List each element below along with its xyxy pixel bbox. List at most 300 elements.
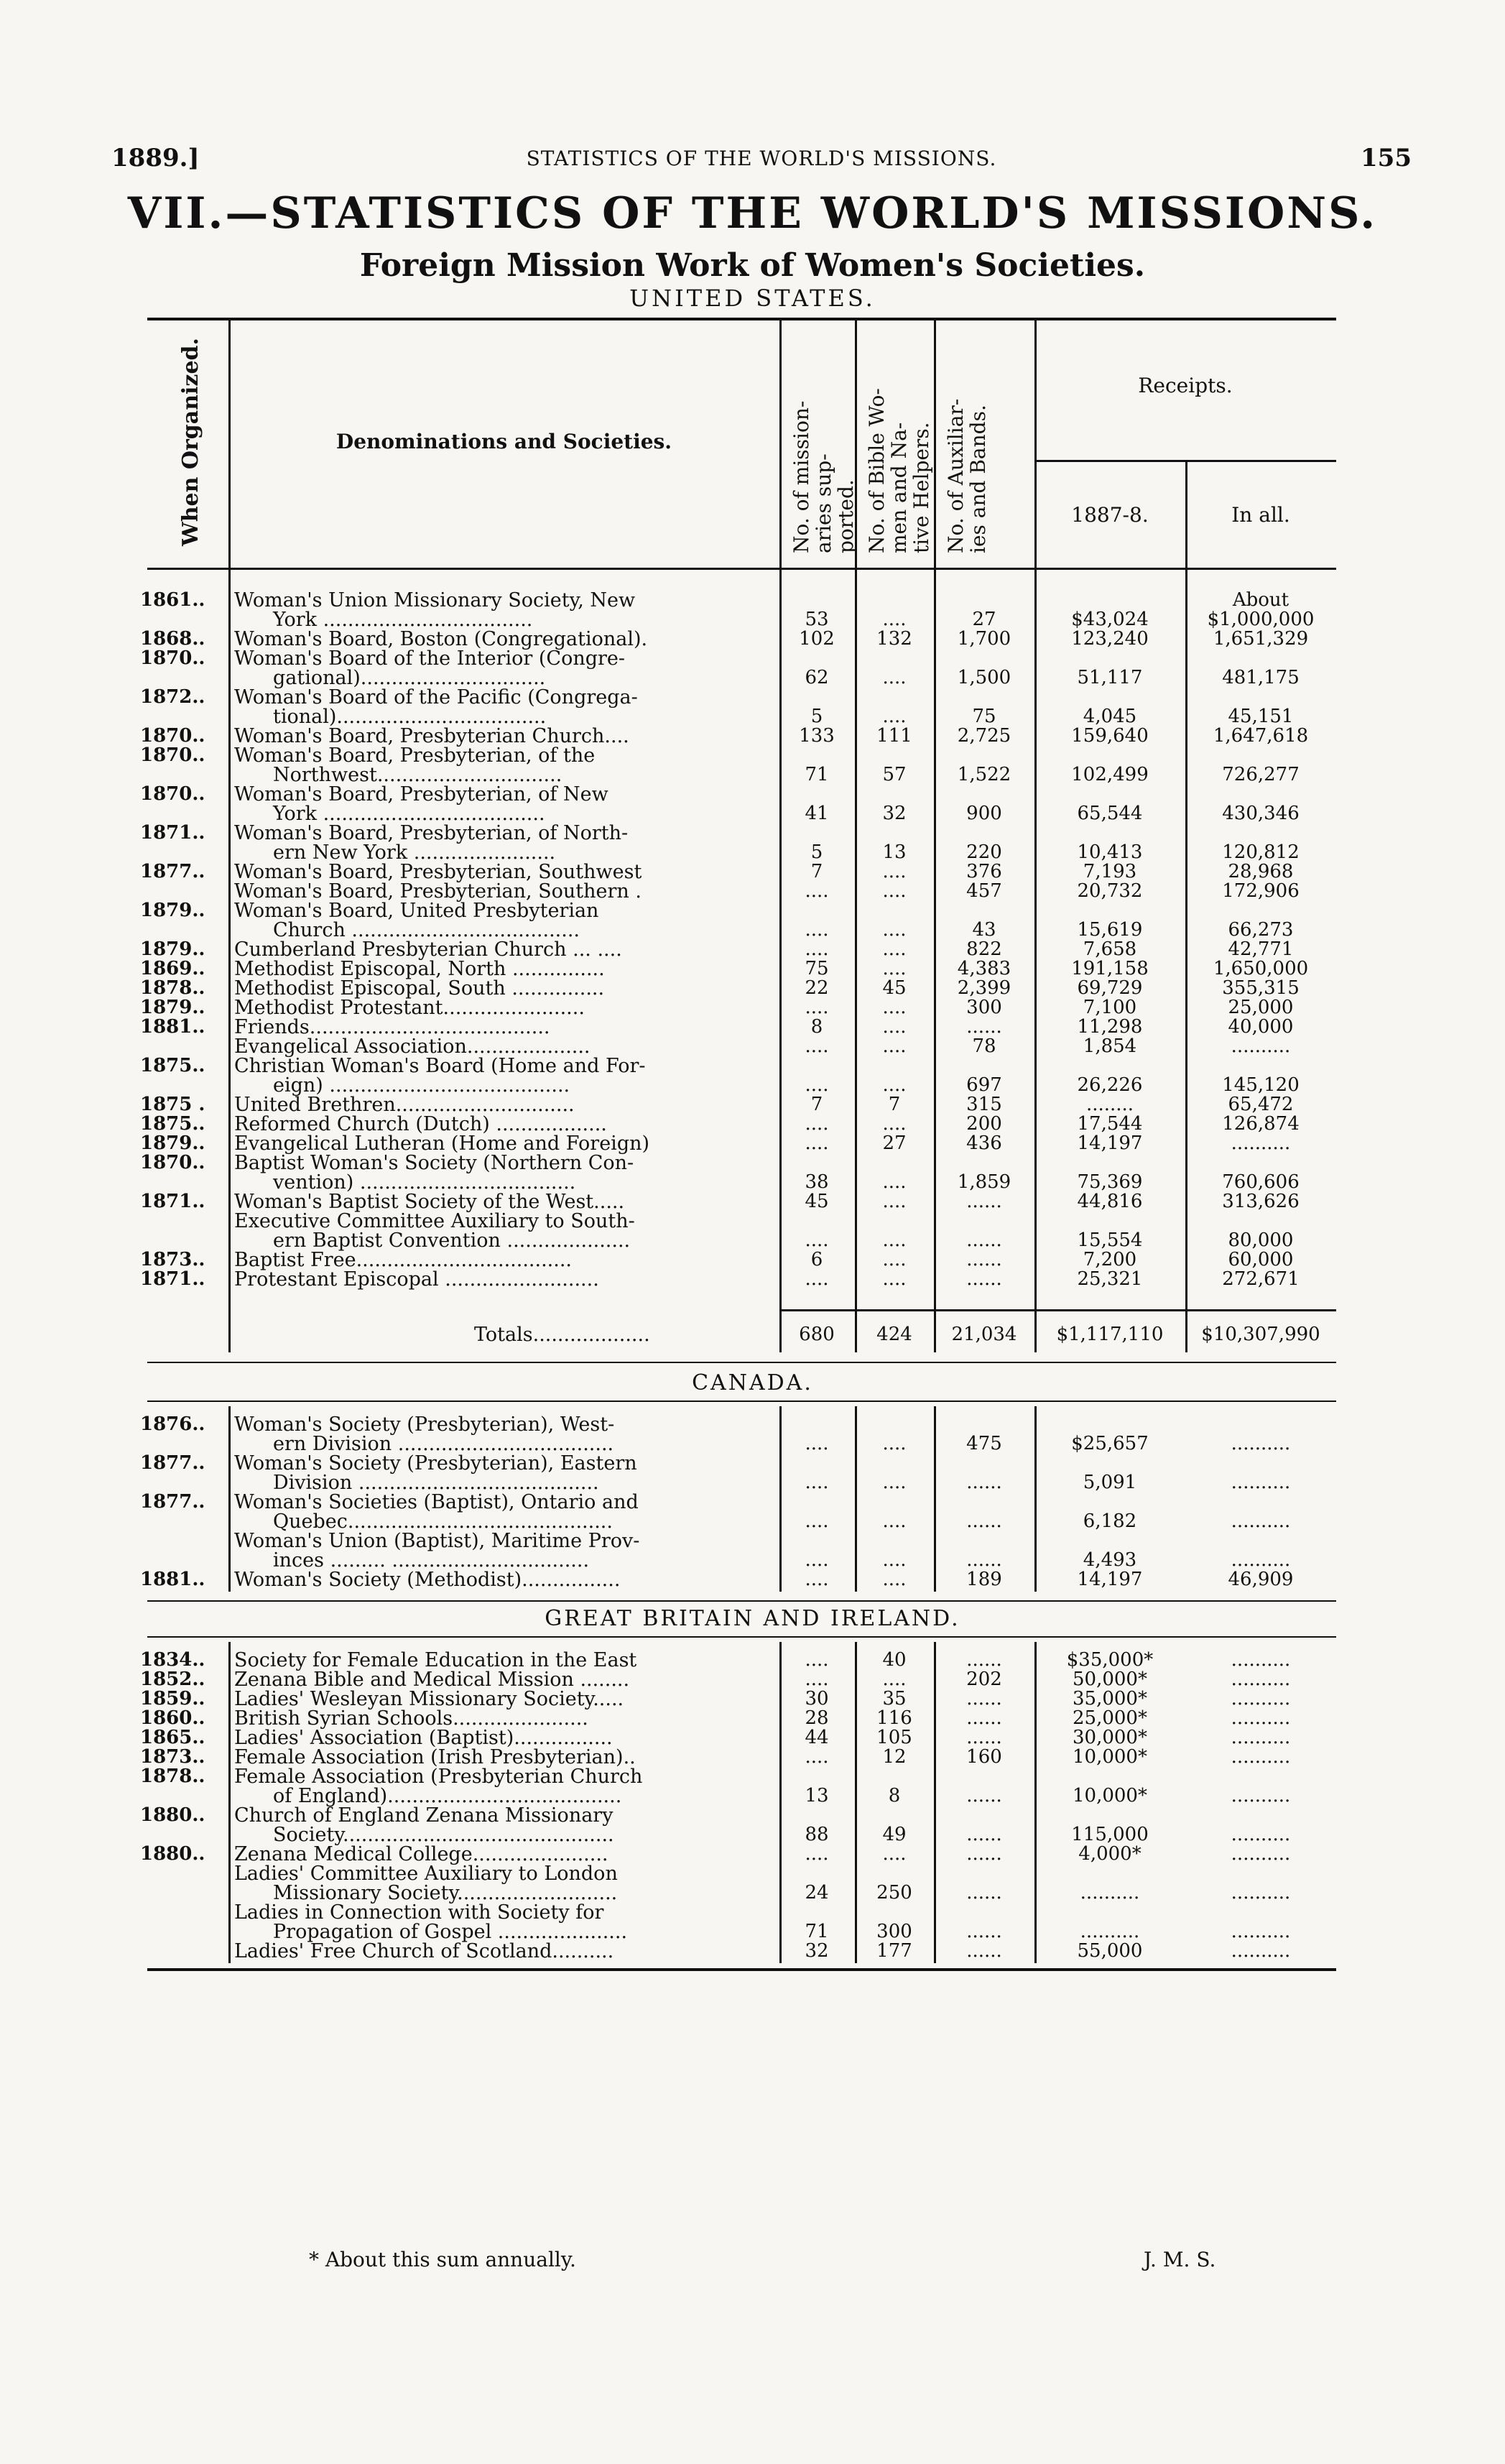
row-receipts-1887: 11,298: [1077, 1016, 1143, 1038]
row-missionaries: ....: [805, 1433, 829, 1454]
header-auxiliaries-line: ies and Bands.: [966, 405, 990, 553]
row-auxiliaries: 300: [966, 997, 1002, 1018]
row-name: Woman's Board, United Presbyterian: [234, 900, 599, 922]
row-bible-women: ....: [882, 958, 907, 979]
section-canada: CANADA.: [692, 1370, 813, 1395]
row-bible-women: 7: [888, 1094, 901, 1115]
row-name: ern Baptist Convention ....................: [273, 1229, 631, 1252]
row-name: Ladies' Association (Baptist)................: [234, 1727, 613, 1749]
row-name: Ladies' Committee Auxiliary to London: [234, 1863, 618, 1885]
row-year: 1860..: [140, 1707, 205, 1729]
row-missionaries: 75: [805, 958, 829, 979]
row-year: 1875..: [140, 1113, 205, 1135]
row-bible-women: ....: [882, 1035, 907, 1057]
row-name: Evangelical Lutheran (Home and Foreign): [234, 1132, 650, 1155]
row-missionaries: 44: [805, 1727, 829, 1748]
column-divider: [779, 1406, 782, 1592]
row-name: York ..................................: [273, 609, 533, 631]
row-receipts-all: ..........: [1231, 1035, 1291, 1057]
row-auxiliaries: 1,500: [957, 667, 1011, 688]
row-receipts-1887: 25,321: [1077, 1268, 1143, 1290]
row-name: Cumberland Presbyterian Church ... ....: [234, 938, 622, 961]
row-year: 1870..: [140, 647, 205, 669]
totals-rule: [779, 1309, 1336, 1311]
section-united-states: UNITED STATES.: [629, 285, 876, 312]
row-name: Woman's Society (Methodist)................: [234, 1569, 621, 1591]
section-rule: [147, 1401, 1336, 1402]
row-name: Church of England Zenana Missionary: [234, 1804, 613, 1827]
row-bible-women: ....: [882, 706, 907, 727]
row-missionaries: ....: [805, 1843, 829, 1865]
row-receipts-1887: 4,000*: [1078, 1843, 1142, 1865]
row-auxiliaries: 189: [966, 1569, 1002, 1590]
row-name: Executive Committee Auxiliary to South-: [234, 1210, 635, 1232]
row-receipts-1887: 15,554: [1077, 1229, 1143, 1251]
row-bible-women: ....: [882, 1074, 907, 1096]
column-divider: [934, 1406, 936, 1592]
row-missionaries: ....: [805, 1074, 829, 1096]
row-bible-women: 12: [882, 1746, 907, 1768]
row-receipts-1887: 26,226: [1077, 1074, 1143, 1096]
row-year: 1877..: [140, 861, 205, 882]
row-year: 1869..: [140, 958, 205, 979]
row-bible-women: 300: [876, 1921, 912, 1942]
row-receipts-all: 25,000: [1228, 997, 1294, 1018]
row-receipts-1887: 20,732: [1077, 880, 1143, 902]
row-name: Woman's Board, Presbyterian, of North-: [234, 822, 629, 844]
row-bible-women: ....: [882, 1510, 907, 1532]
row-bible-women: 111: [876, 725, 912, 747]
row-bible-women: ....: [882, 880, 907, 902]
row-receipts-1887: $25,657: [1071, 1433, 1149, 1454]
column-divider: [228, 568, 231, 1352]
row-year: 1871..: [140, 822, 205, 844]
row-auxiliaries: ......: [966, 1191, 1002, 1212]
row-name: Society............................................: [273, 1824, 614, 1846]
row-bible-women: ....: [882, 861, 907, 882]
row-bible-women: ....: [882, 938, 907, 960]
page-title: VII.—STATISTICS OF THE WORLD'S MISSIONS.: [127, 188, 1378, 239]
row-name: Baptist Woman's Society (Northern Con-: [234, 1152, 634, 1174]
section-rule: [147, 1636, 1336, 1638]
table-bottom-rule: [147, 1968, 1336, 1971]
row-name: Female Association (Presbyterian Church: [234, 1766, 643, 1788]
row-missionaries: ....: [805, 1649, 829, 1671]
row-name: ern Division ...................................: [273, 1433, 614, 1455]
row-receipts-1887: 51,117: [1077, 667, 1143, 688]
row-missionaries: ....: [805, 1549, 829, 1571]
row-missionaries: ....: [805, 1113, 829, 1135]
row-name: Woman's Societies (Baptist), Ontario and: [234, 1491, 639, 1513]
row-name: Woman's Baptist Society of the West.....: [234, 1191, 625, 1213]
row-missionaries: 7: [810, 861, 823, 882]
row-receipts-all: 1,647,618: [1213, 725, 1309, 747]
row-auxiliaries: ......: [966, 1727, 1002, 1748]
section-rule: [147, 1362, 1336, 1363]
row-receipts-all: 355,315: [1222, 977, 1300, 999]
row-missionaries: ....: [805, 938, 829, 960]
row-receipts-all: 42,771: [1228, 938, 1294, 960]
row-missionaries: ....: [805, 1669, 829, 1690]
column-divider: [855, 1406, 857, 1592]
row-missionaries: 38: [805, 1171, 829, 1193]
header-column-divider: [779, 318, 782, 568]
row-year: 1879..: [140, 900, 205, 921]
row-bible-women: 27: [882, 1132, 907, 1154]
row-year: 1865..: [140, 1727, 205, 1748]
row-receipts-1887: $43,024: [1071, 609, 1149, 630]
row-year: 1875 .: [140, 1094, 205, 1115]
row-missionaries: 62: [805, 667, 829, 688]
row-auxiliaries: ......: [966, 1785, 1002, 1807]
row-auxiliaries: ......: [966, 1921, 1002, 1942]
row-receipts-1887: 75,369: [1077, 1171, 1143, 1193]
row-year: 1870..: [140, 783, 205, 805]
column-divider: [1034, 1406, 1037, 1592]
row-name: British Syrian Schools......................: [234, 1707, 588, 1730]
header-year: 1889.]: [111, 144, 200, 172]
row-name: Quebec...........................................: [273, 1510, 613, 1533]
row-name: Christian Woman's Board (Home and For-: [234, 1055, 646, 1077]
row-auxiliaries: 220: [966, 841, 1002, 863]
row-name: eign) .......................................: [273, 1074, 570, 1097]
row-receipts-all: ..........: [1231, 1843, 1291, 1865]
row-receipts-all: 65,472: [1228, 1094, 1294, 1115]
row-auxiliaries: 1,859: [957, 1171, 1011, 1193]
row-receipts-all: ..........: [1231, 1921, 1291, 1942]
row-missionaries: 53: [805, 609, 829, 630]
row-year: 1877..: [140, 1452, 205, 1474]
row-year: 1870..: [140, 1152, 205, 1173]
row-receipts-all: 1,651,329: [1213, 628, 1309, 650]
row-missionaries: 45: [805, 1191, 829, 1212]
row-missionaries: 41: [805, 803, 829, 824]
row-auxiliaries: ......: [966, 1688, 1002, 1709]
row-receipts-1887: 1,854: [1083, 1035, 1137, 1057]
row-receipts-all: 726,277: [1222, 764, 1300, 785]
row-auxiliaries: 1,700: [957, 628, 1011, 650]
row-receipts-all: ..........: [1231, 1549, 1291, 1571]
row-year: 1834..: [140, 1649, 205, 1671]
row-bible-women: ....: [882, 1229, 907, 1251]
row-receipts-1887: ..........: [1080, 1921, 1140, 1942]
row-receipts-all: ..........: [1231, 1707, 1291, 1729]
row-bible-women: ....: [882, 1569, 907, 1590]
row-bible-women: ....: [882, 1191, 907, 1212]
row-name: Zenana Bible and Medical Mission ........: [234, 1669, 630, 1691]
row-year: 1877..: [140, 1491, 205, 1513]
row-receipts-1887: 17,544: [1077, 1113, 1143, 1135]
column-divider: [855, 1642, 857, 1963]
row-name: Ladies' Free Church of Scotland..........: [234, 1940, 614, 1962]
row-missionaries: 30: [805, 1688, 829, 1709]
row-missionaries: ....: [805, 997, 829, 1018]
row-missionaries: ....: [805, 1229, 829, 1251]
row-missionaries: ....: [805, 1746, 829, 1768]
row-year: 1871..: [140, 1268, 205, 1290]
header-receipts-all: In all.: [1231, 503, 1290, 527]
row-receipts-all: 40,000: [1228, 1016, 1294, 1038]
row-receipts-1887: 6,182: [1083, 1510, 1137, 1532]
column-divider: [228, 1406, 231, 1592]
row-missionaries: 71: [805, 764, 829, 785]
row-missionaries: 28: [805, 1707, 829, 1729]
header-column-divider: [1034, 318, 1037, 568]
row-receipts-1887: 14,197: [1077, 1569, 1143, 1590]
row-auxiliaries: 822: [966, 938, 1002, 960]
section-rule: [147, 1600, 1336, 1602]
row-receipts-all-prefix: About: [1232, 589, 1289, 611]
row-name: Woman's Board, Presbyterian, of New: [234, 783, 608, 806]
row-auxiliaries: 4,383: [957, 958, 1011, 979]
row-missionaries: 32: [805, 1940, 829, 1962]
row-receipts-1887: ..........: [1080, 1882, 1140, 1904]
column-divider: [934, 568, 936, 1352]
row-auxiliaries: 376: [966, 861, 1002, 882]
row-missionaries: 5: [810, 841, 823, 863]
row-receipts-all: ..........: [1231, 1746, 1291, 1768]
row-name: Woman's Board, Presbyterian, Southern .: [234, 880, 642, 903]
row-name: tional)..................................: [273, 706, 547, 728]
header-column-divider: [934, 318, 936, 568]
row-missionaries: ....: [805, 1472, 829, 1493]
row-receipts-1887: 10,000*: [1073, 1746, 1147, 1768]
row-auxiliaries: ......: [966, 1940, 1002, 1962]
footnote: * About this sum annually.: [309, 2248, 576, 2271]
row-receipts-1887: 65,544: [1077, 803, 1143, 824]
row-receipts-all: ..........: [1231, 1824, 1291, 1845]
row-year: 1878..: [140, 977, 205, 999]
row-auxiliaries: 475: [966, 1433, 1002, 1454]
row-auxiliaries: 75: [972, 706, 996, 727]
row-receipts-all: 80,000: [1228, 1229, 1294, 1251]
row-auxiliaries: ......: [966, 1882, 1002, 1904]
row-name: Northwest..............................: [273, 764, 562, 786]
row-year: 1880..: [140, 1804, 205, 1826]
column-divider: [1034, 568, 1037, 1352]
page-subtitle: Foreign Mission Work of Women's Societies.: [359, 247, 1146, 284]
totals-bible-women: 424: [876, 1324, 912, 1345]
row-receipts-all: ..........: [1231, 1688, 1291, 1709]
row-missionaries: 22: [805, 977, 829, 999]
row-name: Reformed Church (Dutch) ..................: [234, 1113, 607, 1135]
row-receipts-1887: 50,000*: [1073, 1669, 1147, 1690]
row-missionaries: 13: [805, 1785, 829, 1807]
row-receipts-all: 172,906: [1222, 880, 1300, 902]
row-bible-women: ....: [882, 667, 907, 688]
header-top-rule: [147, 318, 1336, 320]
row-year: 1871..: [140, 1191, 205, 1212]
row-auxiliaries: 900: [966, 803, 1002, 824]
row-name: Woman's Board, Presbyterian, of the: [234, 744, 596, 767]
row-receipts-all: ..........: [1231, 1882, 1291, 1904]
row-name: Woman's Board, Presbyterian Church....: [234, 725, 629, 747]
row-year: 1873..: [140, 1249, 205, 1270]
row-receipts-all: ..........: [1231, 1132, 1291, 1154]
row-bible-women: 57: [882, 764, 907, 785]
header-bible-women-line: tive Helpers.: [909, 422, 933, 553]
row-auxiliaries: ......: [966, 1472, 1002, 1493]
row-name: Friends.......................................: [234, 1016, 550, 1038]
row-receipts-1887: 102,499: [1071, 764, 1149, 785]
row-receipts-1887: $35,000*: [1066, 1649, 1154, 1671]
row-missionaries: 102: [799, 628, 835, 650]
row-year: 1876..: [140, 1413, 205, 1435]
row-name: Missionary Society..........................: [273, 1882, 618, 1904]
row-name: Female Association (Irish Presbyterian)..: [234, 1746, 636, 1768]
header-when-organized: When Organized.: [178, 338, 203, 546]
row-receipts-all: ..........: [1231, 1510, 1291, 1532]
row-missionaries: ....: [805, 1035, 829, 1057]
row-bible-women: ....: [882, 1669, 907, 1690]
row-year: 1879..: [140, 1132, 205, 1154]
row-receipts-1887: 5,091: [1083, 1472, 1137, 1493]
row-year: 1881..: [140, 1016, 205, 1038]
header-title: STATISTICS OF THE WORLD'S MISSIONS.: [526, 147, 997, 170]
column-divider: [1034, 1642, 1037, 1963]
row-receipts-all: 481,175: [1222, 667, 1300, 688]
row-receipts-all: ..........: [1231, 1669, 1291, 1690]
row-year: 1875..: [140, 1055, 205, 1076]
column-divider: [1185, 568, 1187, 1352]
row-receipts-1887: 115,000: [1071, 1824, 1149, 1845]
row-receipts-all: 66,273: [1228, 919, 1294, 941]
row-missionaries: ....: [805, 1268, 829, 1290]
row-missionaries: 133: [799, 725, 835, 747]
row-auxiliaries: 436: [966, 1132, 1002, 1154]
row-receipts-all: 760,606: [1222, 1171, 1300, 1193]
row-year: 1852..: [140, 1669, 205, 1690]
header-auxiliaries-line: No. of Auxiliar-: [944, 398, 968, 553]
row-bible-women: ....: [882, 1268, 907, 1290]
row-receipts-1887: 123,240: [1071, 628, 1149, 650]
row-name: York ....................................: [273, 803, 545, 825]
row-name: Woman's Board of the Interior (Congre-: [234, 647, 626, 670]
row-missionaries: 71: [805, 1921, 829, 1942]
row-receipts-all: 272,671: [1222, 1268, 1300, 1290]
row-receipts-1887: 30,000*: [1073, 1727, 1147, 1748]
header-missionaries-line: No. of mission-: [789, 400, 813, 553]
row-receipts-1887: 35,000*: [1073, 1688, 1147, 1709]
row-auxiliaries: 2,725: [957, 725, 1011, 747]
row-auxiliaries: 697: [966, 1074, 1002, 1096]
header-bible-women-line: men and Na-: [887, 422, 911, 553]
row-receipts-all: 28,968: [1228, 861, 1294, 882]
row-name: Evangelical Association....................: [234, 1035, 591, 1058]
totals-label: Totals...................: [474, 1324, 650, 1346]
running-header: [111, 144, 1412, 174]
row-bible-women: 116: [876, 1707, 912, 1729]
row-bible-women: ....: [882, 1472, 907, 1493]
row-receipts-1887: 7,193: [1083, 861, 1137, 882]
row-receipts-1887: 4,045: [1083, 706, 1137, 727]
totals-auxiliaries: 21,034: [951, 1324, 1017, 1345]
row-name: Woman's Union Missionary Society, New: [234, 589, 636, 612]
row-bible-women: 105: [876, 1727, 912, 1748]
row-bible-women: 40: [882, 1649, 907, 1671]
row-name: Methodist Episcopal, South ...............: [234, 977, 605, 1000]
row-name: Baptist Free...................................: [234, 1249, 572, 1271]
row-receipts-1887: 55,000: [1077, 1940, 1143, 1962]
row-name: Methodist Episcopal, North ...............: [234, 958, 605, 980]
row-auxiliaries: 160: [966, 1746, 1002, 1768]
row-missionaries: 5: [810, 706, 823, 727]
row-name: Church .....................................: [273, 919, 580, 941]
row-receipts-1887: 7,658: [1083, 938, 1137, 960]
row-auxiliaries: 457: [966, 880, 1002, 902]
row-receipts-1887: 191,158: [1071, 958, 1149, 979]
row-receipts-1887: ........: [1085, 1094, 1134, 1115]
row-receipts-1887: 15,619: [1077, 919, 1143, 941]
row-name: Protestant Episcopal .........................: [234, 1268, 599, 1291]
row-bible-women: 45: [882, 977, 907, 999]
row-name: Woman's Society (Presbyterian), Eastern: [234, 1452, 637, 1475]
row-auxiliaries: ......: [966, 1268, 1002, 1290]
totals-receipts-1887: $1,117,110: [1056, 1324, 1164, 1345]
row-bible-women: ....: [882, 1171, 907, 1193]
row-year: 1872..: [140, 686, 205, 708]
row-year: 1859..: [140, 1688, 205, 1709]
row-year: 1879..: [140, 997, 205, 1018]
row-name: Ladies' Wesleyan Missionary Society.....: [234, 1688, 624, 1710]
row-auxiliaries: ......: [966, 1707, 1002, 1729]
row-receipts-all: 46,909: [1228, 1569, 1294, 1590]
column-divider: [855, 568, 857, 1352]
row-missionaries: 6: [810, 1249, 823, 1270]
row-auxiliaries: ......: [966, 1843, 1002, 1865]
row-name: of England)......................................: [273, 1785, 622, 1807]
row-bible-women: 35: [882, 1688, 907, 1709]
row-auxiliaries: ......: [966, 1510, 1002, 1532]
row-auxiliaries: ......: [966, 1249, 1002, 1270]
header-bottom-rule: [147, 568, 1336, 570]
header-missionaries-line: aries sup-: [812, 453, 835, 553]
header-missionaries-line: ported.: [834, 479, 858, 553]
row-bible-women: ....: [882, 919, 907, 941]
header-denominations: Denominations and Societies.: [335, 430, 672, 453]
row-receipts-all: ..........: [1231, 1785, 1291, 1807]
column-divider: [779, 1642, 782, 1963]
header-bible-women-line: No. of Bible Wo-: [865, 388, 889, 553]
row-auxiliaries: 78: [972, 1035, 996, 1057]
row-name: ern New York .......................: [273, 841, 556, 864]
row-missionaries: 8: [810, 1016, 823, 1038]
column-divider: [934, 1642, 936, 1963]
row-missionaries: ....: [805, 880, 829, 902]
row-receipts-1887: 44,816: [1077, 1191, 1143, 1212]
row-auxiliaries: 43: [972, 919, 996, 941]
row-receipts-all: 45,151: [1228, 706, 1294, 727]
row-year: 1873..: [140, 1746, 205, 1768]
row-name: Ladies in Connection with Society for: [234, 1901, 604, 1924]
row-bible-women: 49: [882, 1824, 907, 1845]
row-auxiliaries: ......: [966, 1649, 1002, 1671]
row-bible-women: 32: [882, 803, 907, 824]
row-auxiliaries: 27: [972, 609, 996, 630]
row-auxiliaries: ......: [966, 1549, 1002, 1571]
row-name: Woman's Board, Presbyterian, Southwest: [234, 861, 642, 883]
row-receipts-all: $1,000,000: [1207, 609, 1315, 630]
row-auxiliaries: ......: [966, 1229, 1002, 1251]
row-year: 1879..: [140, 938, 205, 960]
row-name: Woman's Union (Baptist), Maritime Prov-: [234, 1530, 640, 1552]
row-name: Woman's Board, Boston (Congregational).: [234, 628, 648, 650]
row-year: 1870..: [140, 725, 205, 747]
row-bible-women: 8: [888, 1785, 901, 1807]
row-receipts-all: 1,650,000: [1213, 958, 1309, 979]
row-year: 1880..: [140, 1843, 205, 1865]
row-receipts-1887: 25,000*: [1073, 1707, 1147, 1729]
